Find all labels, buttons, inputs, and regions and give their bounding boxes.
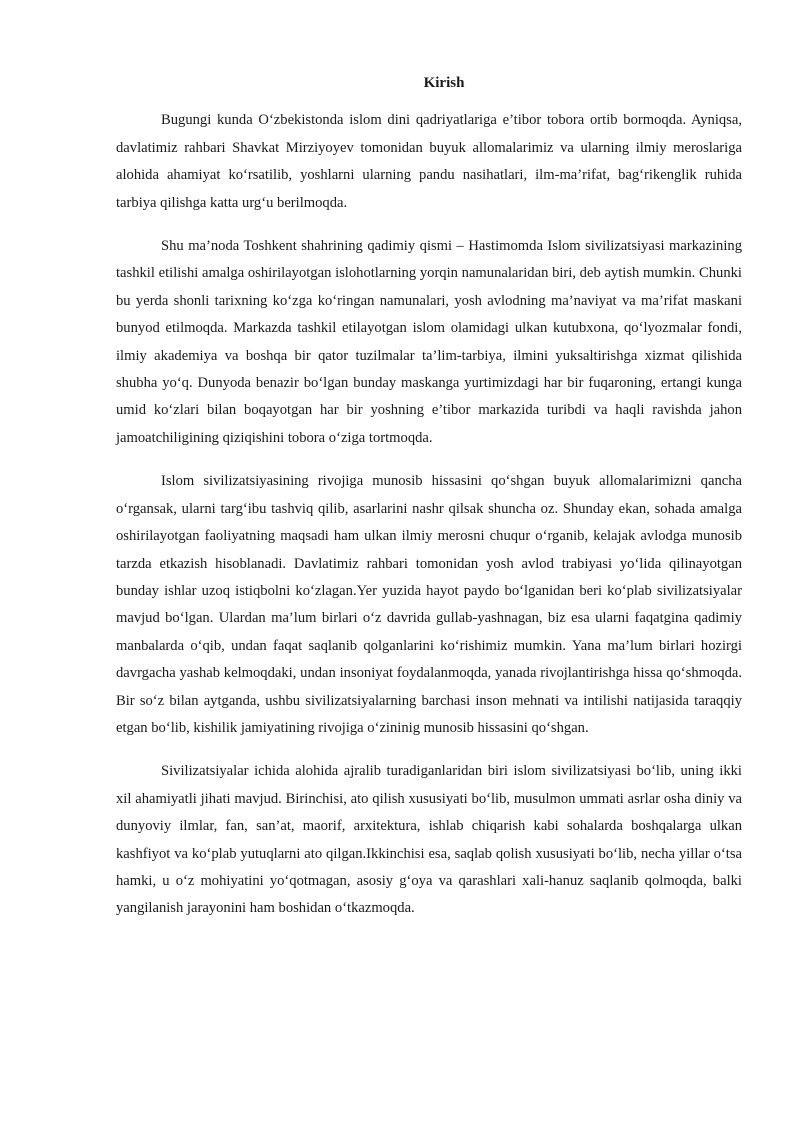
paragraph-4: Sivilizatsiyalar ichida alohida ajralib turadiganlaridan biri islom sivilizatsiyasi bo‘lib, uning ikki xil ahamiyatli jihati mavjud. Birinchisi, ato qilish xususiyati bo‘lib, musulmon ummati asrlar osha diniy va dunyoviy ilmlar, fan, san’at, maorif, arxitektura, ishlab chiqarish kabi sohalarda boshqalarga ulkan kashfiyot va ko‘plab yutuqlarni ato qilgan.Ikkinchisi esa, saqlab qolish xususiyati bo‘lib, necha yillar o‘tsa hamki, u o‘z mohiyatini yo‘qotmagan, asosiy g‘oya va qarashlari xali-hanuz saqlanib qolmoqda, balki yangilanish jarayonini ham boshidan o‘tkazmoqda. <box>116 763 742 917</box>
paragraph-1: Bugungi kunda O‘zbekistonda islom dini qadriyatlariga e’tibor tobora ortib bormoqda. Ayniqsa, davlatimiz rahbari Shavkat Mirziyoyev tomonidan buyuk allomalarimiz va ularning ilmiy meroslariga alohida ahamiyat ko‘rsatilib, yoshlarni ularning pandu nasihatlari, ilm-ma’rifat, bag‘rikenglik ruhida tarbiya qilishga katta urg‘u berilmoqda. <box>116 112 742 211</box>
paragraph-2: Shu ma’noda Toshkent shahrining qadimiy qismi – Hastimomda Islom sivilizatsiyasi markazining tashkil etilishi amalga oshirilayotgan islohotlarning yorqin namunalaridan biri, deb aytish mumkin. Chunki bu yerda shonli tarixning ko‘zga ko‘ringan namunalari, yosh avlodning ma’naviyat va ma’rifat maskani bunyod etilmoqda. Markazda tashkil etilayotgan islom olamidagi ulkan kutubxona, qo‘lyozmalar fondi, ilmiy akademiya va boshqa bir qator tuzilmalar ta’lim-tarbiya, ilmini yuksaltirishga xizmat qilishida shubha yo‘q. Dunyoda benazir bo‘lgan bunday maskanga yurtimizdagi har bir fuqaroning, ertangi kunga umid ko‘zlari bilan boqayotgan har bir yoshning e’tibor markazida turibdi va haqli ravishda jahon jamoatchiligining qiziqishini tobora o‘ziga tortmoqda. <box>116 238 742 446</box>
paragraph-3: Islom sivilizatsiyasining rivojiga munosib hissasini qo‘shgan buyuk allomalarimizni qancha o‘rgansak, ularni targ‘ibu tashviq qilib, asarlarini nashr qilsak shuncha oz. Shunday ekan, sohada amalga oshirilayotgan faoliyatning maqsadi ham ulkan ilmiy merosni chuqur o‘rganib, kelajak avlodga munosib tarzda etkazish hisoblanadi. Davlatimiz rahbari tomonidan yosh avlod trabiyasi yo‘lida qilinayotgan bunday ishlar uzoq istiqbolni ko‘zlagan.Yer yuzida hayot paydo bo‘lganidan beri ko‘plab sivilizatsiyalar mavjud bo‘lgan. Ulardan ma’lum birlari o‘z davrida gullab-yashnagan, biz esa ularni faqatgina qadimiy manbalarda o‘qib, undan faqat saqlanib qolganlarini ko‘rishimiz mumkin. Yana ma’lum birlari hozirgi davrgacha yashab kelmoqdaki, undan insoniyat foydalanmoqda, yanada rivojlantirishga hissa qo‘shmoqda. Bir so‘z bilan aytganda, ushbu sivilizatsiyalarning barchasi inson mehnati va intilishi natijasida taraqqiy etgan bo‘lib, kishilik jamiyatining rivojiga o‘zininig munosib hissasini qo‘shgan. <box>116 473 742 736</box>
document-page <box>116 70 742 939</box>
page-title: Kirish <box>423 75 465 91</box>
